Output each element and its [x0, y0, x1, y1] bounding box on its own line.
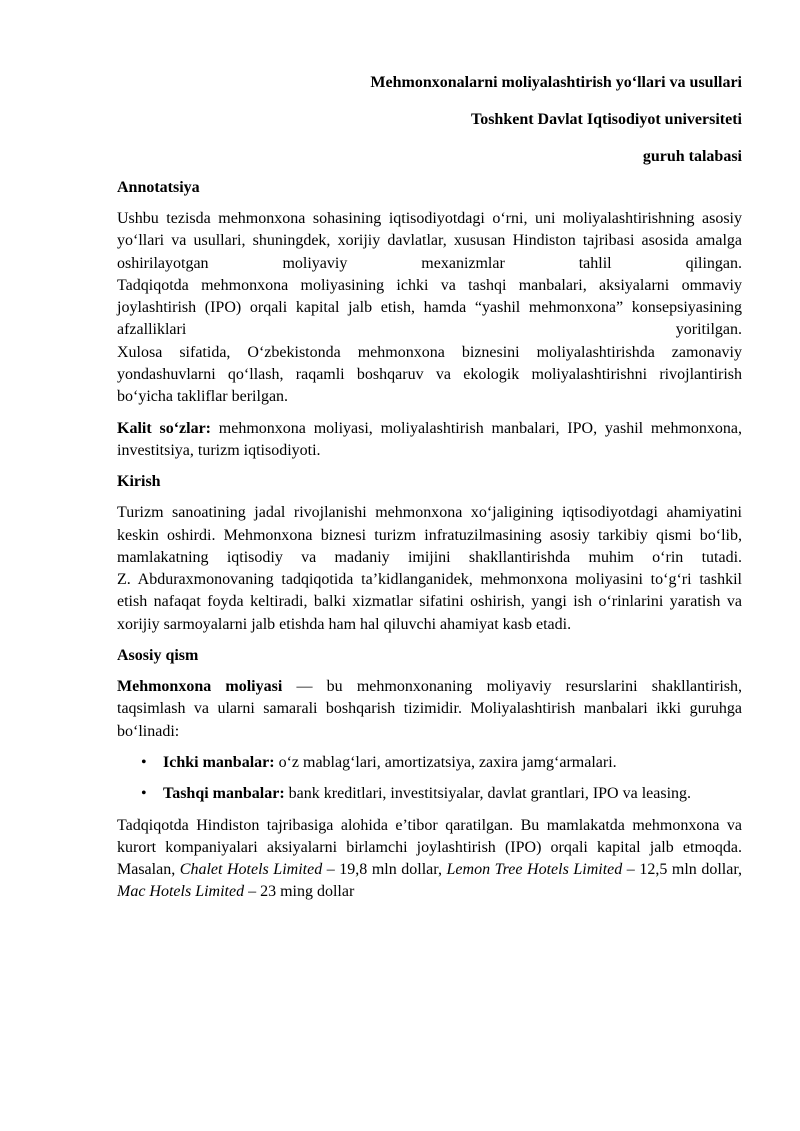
- company-name: Mac Hotels Limited: [117, 883, 245, 901]
- main-definition-paragraph: [117, 676, 742, 743]
- abstract-text-3: Xulosa sifatida, O‘zbekistonda mehmonxona biznesini moliyalashtirishda zamonaviy yondashuvlarni qo‘llash, raqamli boshqaruv va ekologik moliyalashtirishni rivojlantirish bo‘yicha takliflar berilgan.: [117, 343, 742, 406]
- document-title: Mehmonxonalarni moliyalashtirish yo‘llari va usullari: [370, 74, 742, 91]
- list-item: • Tashqi manbalar: bank kreditlari, investitsiyalar, davlat grantlari, IPO va leasing.: [163, 783, 742, 805]
- abstract-text-1: Ushbu tezisda mehmonxona sohasining iqtisodiyotdagi o‘rni, uni moliyalashtirishning asosiy yo‘llari va usullari, shuningdek, xorijiy davlatlar, xususan Hindiston tajribasi asosida amalga oshirilayotgan moliyaviy mexanizmlar tahlil qilingan.: [117, 210, 742, 272]
- abstract-text-2: Tadqiqotda mehmonxona moliyasining ichki va tashqi manbalari, aksiyalarni ommaviy joylashtirish (IPO) orqali kapital jalb etish, hamda “yashil mehmonxona” konsepsiyasining afzalliklari yoritilgan.: [117, 276, 742, 339]
- intro-heading: Kirish: [117, 473, 161, 491]
- keywords-label: Kalit so‘zlar:: [117, 419, 211, 437]
- intro-text-1: Turizm sanoatining jadal rivojlanishi mehmonxona xo‘jaligining iqtisodiyotdagi ahamiyatini keskin oshirdi. Mehmonxona biznesi turizm infratuzilmasining asosiy tarkibiy qismi bo‘lib, mamlakatning iqtisodiy va madaniy imijini shakllantirishda muhim o‘rin tutadi.: [117, 504, 743, 566]
- keywords-paragraph: [117, 418, 742, 463]
- intro-paragraph: [117, 502, 742, 636]
- main-heading: Asosiy qism: [117, 647, 199, 665]
- funding-sources-list: [117, 752, 742, 806]
- bullet-icon: •: [141, 785, 147, 803]
- student-label: guruh talabasi: [642, 148, 742, 165]
- main-definition: — bu mehmonxonaning moliyaviy resurslarini shakllantirish, taqsimlash va ularni samarali boshqarish tizimidir. Moliyalashtirish manbalari ikki guruhga bo‘linadi:: [117, 678, 743, 740]
- list-item: • Ichki manbalar: o‘z mablag‘lari, amortizatsiya, zaxira jamg‘armalari.: [163, 752, 742, 774]
- bullet-icon: •: [141, 753, 147, 771]
- company-name: Chalet Hotels Limited: [179, 861, 323, 879]
- abstract-paragraph: [117, 208, 742, 409]
- keywords-text: mehmonxona moliyasi, moliyalashtirish manbalari, IPO, yashil mehmonxona, investitsiya, turizm iqtisodiyoti.: [117, 419, 742, 459]
- university-name: Toshkent Davlat Iqtisodiyot universiteti: [471, 111, 742, 128]
- abstract-heading: Annotatsiya: [117, 179, 200, 196]
- company-name: Lemon Tree Hotels Limited: [446, 861, 623, 879]
- main-term: Mehmonxona moliyasi: [117, 678, 283, 696]
- intro-text-2: Z. Abduraxmonovaning tadqiqotida ta’kidlanganidek, mehmonxona moliyasini to‘g‘ri tashkil etish nafaqat foyda keltiradi, balki xizmatlar sifatini oshirish, yangi ish o‘rinlarini yaratish va xorijiy sarmoyalarni jalb etishda ham hal qiluvchi ahamiyat kasb etadi.: [117, 571, 742, 633]
- india-paragraph: Tadqiqotda Hindiston tajribasiga alohida e’tibor qaratilgan. Bu mamlakatda mehmonxona va kurort kompaniyalari aksiyalarni birlamchi joylashtirish (IPO) orqali kapital jalb etmoqda. Masalan, Chalet Hotels Limited – 19,8 mln dollar, Lemon Tree Hotels Limited – 12,5 mln dollar, Mac Hotels Limited – 23 ming dollar: [117, 816, 743, 901]
